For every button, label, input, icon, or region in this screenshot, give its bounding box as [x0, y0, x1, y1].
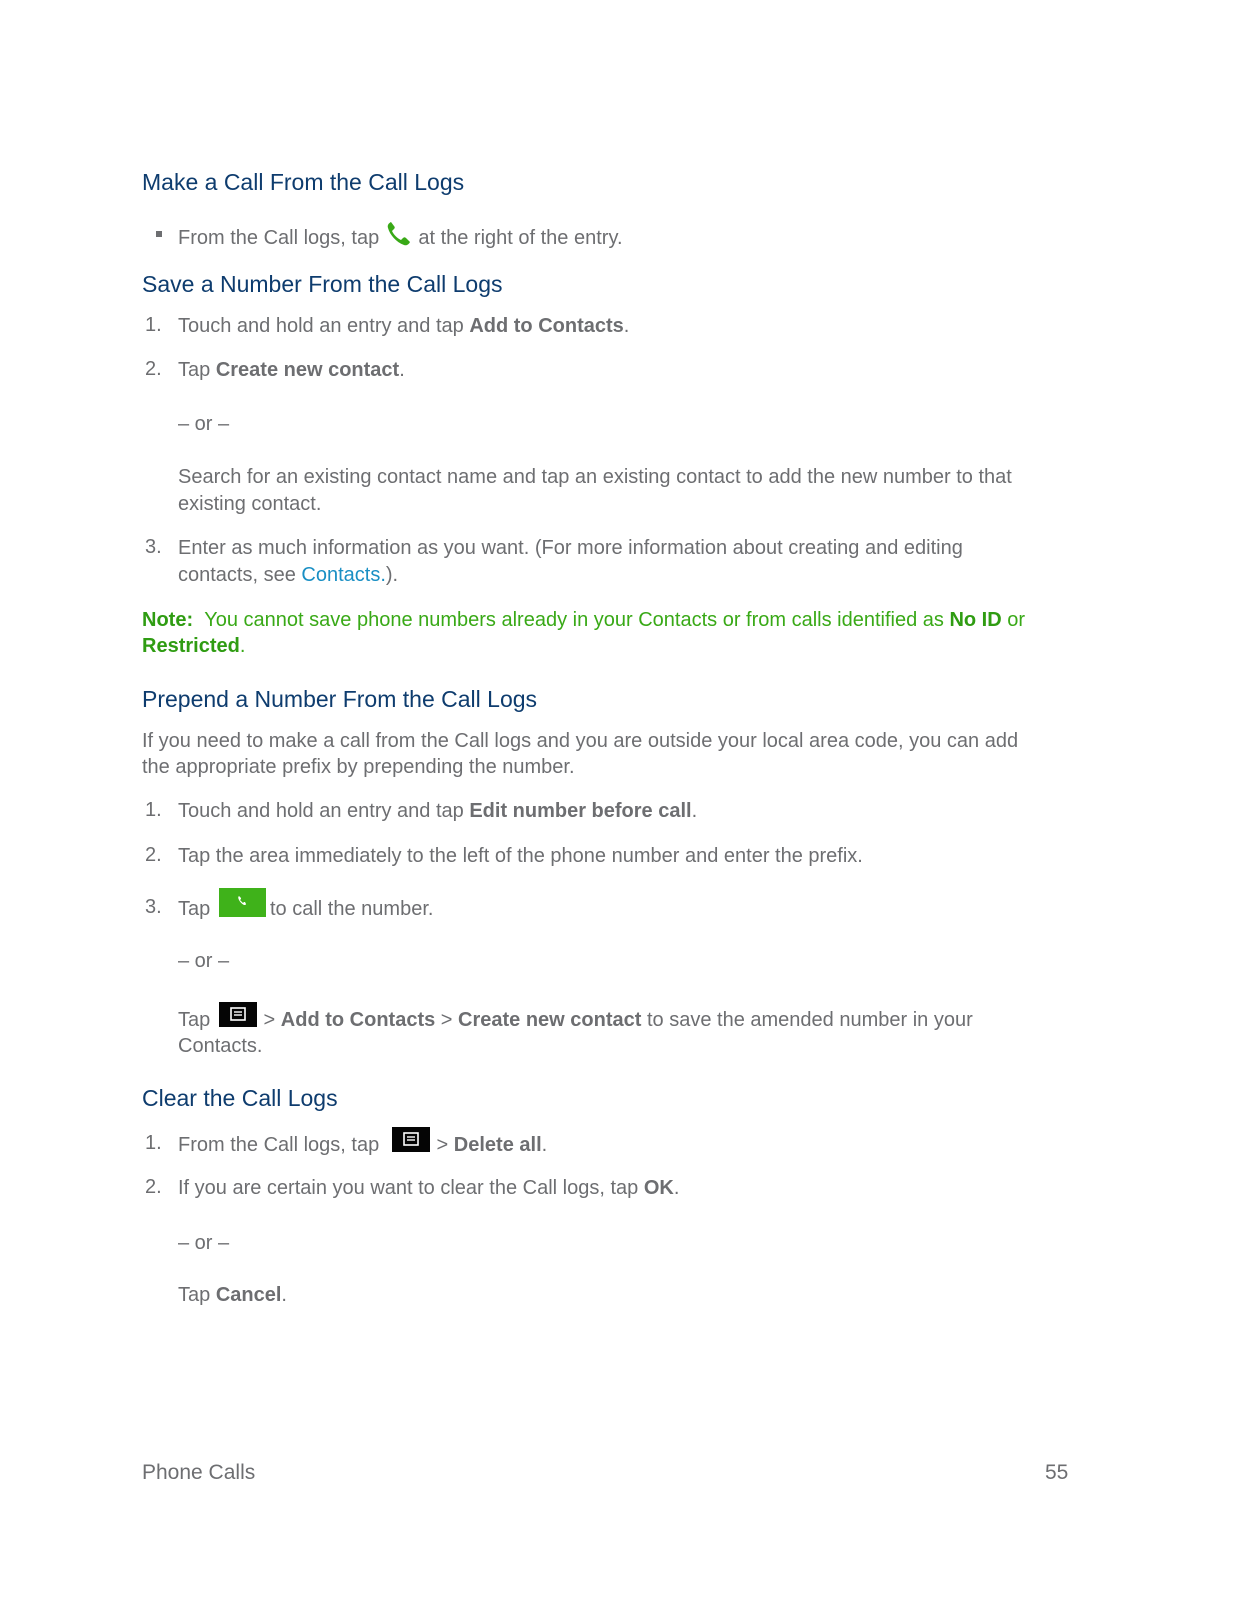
- prepend-alt-line-2: Contacts.: [178, 1035, 263, 1057]
- step-text: contacts, see: [178, 564, 302, 586]
- step-number: 1.: [145, 1132, 162, 1154]
- note-line-1: [142, 607, 1025, 633]
- bullet-marker: [156, 231, 162, 237]
- save-step-3-line-1: Enter as much information as you want. (For more information about creating and editing: [178, 537, 963, 559]
- add-to-contacts-label: Add to Contacts: [469, 315, 624, 337]
- clear-step-1-after: > Delete all.: [431, 1134, 548, 1156]
- clear-step-2: If you are certain you want to clear the Call logs, tap OK.: [178, 1177, 680, 1199]
- step-number: 1.: [145, 799, 162, 821]
- separator: >: [431, 1134, 454, 1156]
- prepend-alt-line-1: [258, 1007, 973, 1033]
- note-label: Note:: [142, 609, 194, 631]
- prepend-step-3-after: to call the number.: [270, 898, 434, 920]
- heading-prepend: Prepend a Number From the Call Logs: [142, 686, 538, 712]
- make-call-bullet: [178, 220, 623, 255]
- step-number: 1.: [145, 314, 162, 336]
- phone-icon: [385, 220, 413, 255]
- prepend-step-1: Touch and hold an entry and tap Edit number before call.: [178, 800, 698, 822]
- prepend-step-2: Tap the area immediately to the left of the phone number and enter the prefix.: [178, 845, 863, 867]
- step-text: Tap: [178, 1284, 216, 1306]
- step-number: 3.: [145, 536, 162, 558]
- bullet-text-before: From the Call logs, tap: [178, 227, 380, 249]
- step-text: to save the amended number in your: [641, 1009, 973, 1031]
- bullet-text-after: at the right of the entry.: [418, 227, 623, 249]
- prepend-alt-before: Tap: [178, 1009, 211, 1031]
- separator: >: [258, 1009, 281, 1031]
- footer-section: Phone Calls: [142, 1461, 256, 1484]
- save-step-2: Tap Create new contact.: [178, 359, 405, 381]
- or-separator: – or –: [178, 1232, 230, 1254]
- heading-clear: Clear the Call Logs: [142, 1085, 338, 1111]
- note-no-id: No ID: [949, 609, 1002, 631]
- note-text: You cannot save phone numbers already in your Contacts or from calls identified as: [204, 609, 950, 631]
- save-alt-line-1: Search for an existing contact name and tap an existing contact to add the new number to that: [178, 466, 1012, 488]
- save-step-1: Touch and hold an entry and tap Add to Contacts.: [178, 315, 630, 337]
- step-number: 3.: [145, 896, 162, 918]
- step-number: 2.: [145, 844, 162, 866]
- contacts-link[interactable]: Contacts.: [301, 564, 386, 586]
- ok-label: OK: [643, 1177, 674, 1199]
- call-button-icon: [219, 888, 266, 917]
- prepend-intro-line-1: If you need to make a call from the Call logs and you are outside your local area code, you can add: [142, 730, 1019, 752]
- or-separator: – or –: [178, 950, 230, 972]
- save-alt-line-2: existing contact.: [178, 493, 322, 515]
- step-number: 2.: [145, 1176, 162, 1198]
- step-text: Touch and hold an entry and tap: [178, 800, 470, 822]
- cancel-label: Cancel: [215, 1284, 282, 1306]
- step-text: If you are certain you want to clear the Call logs, tap: [178, 1177, 644, 1199]
- prepend-step-3-before: Tap: [178, 898, 211, 920]
- note-line-2: Restricted.: [142, 635, 246, 657]
- create-new-contact-label: Create new contact: [215, 359, 400, 381]
- step-text: Tap: [178, 359, 216, 381]
- menu-icon: [219, 1002, 257, 1027]
- note-restricted: Restricted: [142, 635, 240, 657]
- clear-alt: Tap Cancel.: [178, 1284, 287, 1306]
- menu-icon: [392, 1127, 430, 1152]
- separator: >: [435, 1009, 459, 1031]
- step-number: 2.: [145, 358, 162, 380]
- prepend-intro-line-2: the appropriate prefix by prepending the number.: [142, 756, 575, 778]
- heading-make-call: Make a Call From the Call Logs: [142, 169, 465, 195]
- note-text: or: [1001, 609, 1026, 631]
- clear-step-1-before: From the Call logs, tap: [178, 1134, 380, 1156]
- edit-number-label: Edit number before call: [469, 800, 692, 822]
- step-text: ).: [385, 564, 399, 586]
- or-separator: – or –: [178, 413, 230, 435]
- save-step-3-line-2: [178, 562, 398, 588]
- delete-all-label: Delete all: [453, 1134, 542, 1156]
- add-to-contacts-label: Add to Contacts: [280, 1009, 436, 1031]
- page-number: 55: [1045, 1461, 1069, 1484]
- step-text: Touch and hold an entry and tap: [178, 315, 470, 337]
- create-new-contact-label: Create new contact: [458, 1009, 642, 1031]
- heading-save-number: Save a Number From the Call Logs: [142, 271, 503, 297]
